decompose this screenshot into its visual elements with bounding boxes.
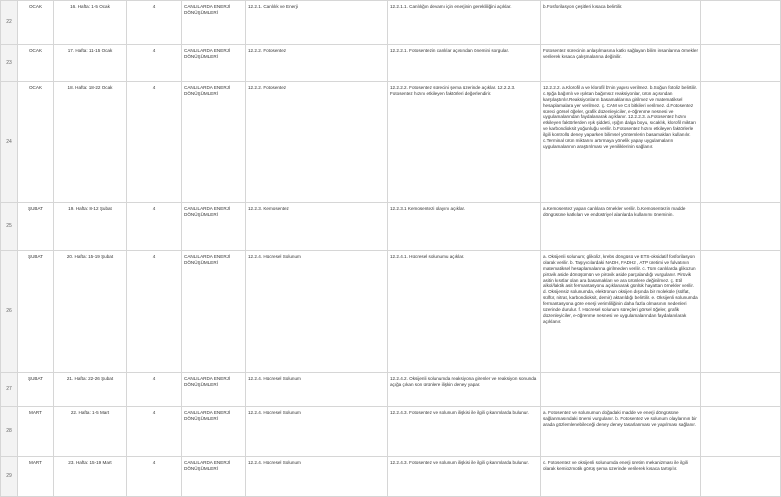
outcome-cell: 12.2.2.1. Fotosentezin canlılar açısından önemini sorgular. xyxy=(388,45,541,82)
month-cell: MART xyxy=(18,407,54,457)
unit-cell: CANLILARDA ENERJİ DÖNÜŞÜMLERİ xyxy=(182,373,246,407)
month-cell: ŞUBAT xyxy=(18,251,54,373)
outcome-cell: 12.2.4.1. Hücresel solunumu açıklar. xyxy=(388,251,541,373)
week-cell: 16. Hafta: 1-5 Ocak xyxy=(54,1,127,45)
topic-cell: 12.2.4. Hücresel Solunum xyxy=(246,373,388,407)
month-cell: MART xyxy=(18,457,54,497)
explanation-cell xyxy=(541,373,701,407)
table-row xyxy=(1,203,781,251)
table-row xyxy=(1,407,781,457)
month-cell: OCAK xyxy=(18,45,54,82)
empty-cell xyxy=(701,373,781,407)
week-cell: 18. Hafta: 18-22 Ocak xyxy=(54,82,127,203)
table-row xyxy=(1,45,781,82)
topic-cell: 12.2.3. Kemosentez xyxy=(246,203,388,251)
row-number: 25 xyxy=(1,203,18,251)
outcome-cell: 12.2.4.3. Fotosentez ve solunum ilişkisi ile ilgili çıkarımlarda bulunur. xyxy=(388,407,541,457)
topic-cell: 12.2.2. Fotosentez xyxy=(246,45,388,82)
empty-cell xyxy=(701,251,781,373)
explanation-cell: Fotosentez sürecinin anlaşılmasına katkı sağlayan bilim insanlarına örnekler verilerek kısaca çalışmalarına değinilir. xyxy=(541,45,701,82)
month-cell: OCAK xyxy=(18,1,54,45)
outcome-cell: 12.2.2.2. Fotosentez sürecini şema üzerinde açıklar. 12.2.2.3. Fotosentez hızını etkileyen faktörleri değerlendirir. xyxy=(388,82,541,203)
explanation-cell: a. Oksijenli solunum; glikoliz, krebs döngüsü ve ETS-oksidatif fosforilasyon olarak verilir. b. Taşıyıcılardaki NADH, FADH2 , ATP üretimi ve fulvatının matematiksel hesaplamalarına girilmeden verilir. c. Tüm canlılarda glikozun pirüvik aside dönüşümün ve pirüvik aside parçalandığı vurgulanır. Pirüvik asitin kısıtlar olan ara basamakları ve ara ürünlere değinilmez. ç. Etil alkol/laktik asit fermantasyonu açıklanarak günlük hayattan örnekler verilir. d. Oksijensiz solunumda, elektronun oksijen dışında bir moleküle (sülfat, sülfür, nitrat, karbondioksit, demir) aktarıldığı belirtilir. e. Oksijenli solunumda fermantasyona göre enerji verimliliğinin daha fazla olmasının nedenleri üzerinde durulur. f. Hücresel solunum süreçleri görsel öğeler, grafik düzenleyiciler, e-öğrenme nesnesi ve uygulamalarından faydalanılarak açıklanır. xyxy=(541,251,701,373)
week-cell: 22. Hafta: 1-5 Mart xyxy=(54,407,127,457)
empty-cell xyxy=(701,45,781,82)
topic-cell: 12.2.4. Hücresel Solunum xyxy=(246,457,388,497)
row-number: 22 xyxy=(1,1,18,45)
unit-cell: CANLILARDA ENERJİ DÖNÜŞÜMLERİ xyxy=(182,203,246,251)
empty-cell xyxy=(701,457,781,497)
table-row xyxy=(1,373,781,407)
unit-cell: CANLILARDA ENERJİ DÖNÜŞÜMLERİ xyxy=(182,82,246,203)
month-cell: OCAK xyxy=(18,82,54,203)
outcome-cell: 12.2.4.3. Fotosentez ve solunum ilişkisi ile ilgili çıkarımlarda bulunur. xyxy=(388,457,541,497)
outcome-cell: 12.2.3.1 Kemosentezi olayını açıklar. xyxy=(388,203,541,251)
topic-cell: 12.2.2. Fotosentez xyxy=(246,82,388,203)
unit-cell: CANLILARDA ENERJİ DÖNÜŞÜMLERİ xyxy=(182,407,246,457)
row-number: 27 xyxy=(1,373,18,407)
empty-cell xyxy=(701,1,781,45)
hours-cell: 4 xyxy=(127,457,182,497)
hours-cell: 4 xyxy=(127,82,182,203)
explanation-cell: 12.2.2.2. a.Klorofil a ve klorofil b'nin yapısı verilmez. b.Soğun fotoliz belirtilir. c.Işığa bağımlı ve ışıktan bağımsız reaksiyonlar, ürün açısından karşılaştırılır.Reaksiyonların basamaklarına girilmez ve matematiksel hesaplamalara yer verilmez. ç. CAM ve C4 bitkileri verilmez. d.Fotosentez süreci görsel öğeler, grafik düzenleyiciler, e-öğrenme nesnesi ve uygulamalarından faydalanarak açıklanır. 12.2.2.3. a.Fotosentez hızını etkileyen faktörlerden ışık şiddeti, ışığın dalga boyu, sıcaklık, klorofil miktarı ve karbondioksit yoğunluğu verilir. b.Fotosentez hızını etkileyen faktörlerle ilgili kontrollü deney yaparken bilimsel yöntemlerin basamakları kullanılır. c.Terminal ürün miktarını artırmaya yönelik yapay uygulamaların uygulamalarının araştırılması ve yeniliklerinin sağlanır. xyxy=(541,82,701,203)
hours-cell: 4 xyxy=(127,251,182,373)
row-number: 29 xyxy=(1,457,18,497)
hours-cell: 4 xyxy=(127,203,182,251)
explanation-cell: a. Fotosentez ve solunumun doğadaki madde ve enerji döngüsüne sağlanmasındaki önemi vurgulanır. b. Fotosentez ve solunum olaylarının bir arada gözlemlenebileceği deney deney tasarlanması ve yapılması sağlanır. xyxy=(541,407,701,457)
topic-cell: 12.2.4. Hücresel Solunum xyxy=(246,407,388,457)
row-number: 23 xyxy=(1,45,18,82)
row-number: 26 xyxy=(1,251,18,373)
row-number: 24 xyxy=(1,82,18,203)
week-cell: 17. Hafta: 11-15 Ocak xyxy=(54,45,127,82)
explanation-cell: a.Kemosentez yapan canlılara örnekler verilir. b.Kemosentezin madde döngüsüne katkıları ve endüstriyel alanlarda kullanımı öneminin. xyxy=(541,203,701,251)
month-cell: ŞUBAT xyxy=(18,373,54,407)
row-number: 28 xyxy=(1,407,18,457)
empty-cell xyxy=(701,82,781,203)
week-cell: 20. Hafta: 15-19 Şubat xyxy=(54,251,127,373)
hours-cell: 4 xyxy=(127,373,182,407)
explanation-cell: c. Fotosentez ve oksijenli solunumda enerji üretim mekanizması ile ilgili olarak kemiozmotik görüş şema üzerinde verilerek kısaca tartışılır. xyxy=(541,457,701,497)
unit-cell: CANLILARDA ENERJİ DÖNÜŞÜMLERİ xyxy=(182,45,246,82)
topic-cell: 12.2.1. Canlılık ve Enerji xyxy=(246,1,388,45)
unit-cell: CANLILARDA ENERJİ DÖNÜŞÜMLERİ xyxy=(182,457,246,497)
week-cell: 23. Hafta: 15-19 Mart xyxy=(54,457,127,497)
table-row xyxy=(1,457,781,497)
unit-cell: CANLILARDA ENERJİ DÖNÜŞÜMLERİ xyxy=(182,1,246,45)
empty-cell xyxy=(701,407,781,457)
outcome-cell: 12.2.1.1. Canlılığın devamı için enerjinin gerekliliğini açıklar. xyxy=(388,1,541,45)
week-cell: 19. Hafta: 8-12 Şubat xyxy=(54,203,127,251)
hours-cell: 4 xyxy=(127,407,182,457)
empty-cell xyxy=(701,203,781,251)
week-cell: 21. Hafta: 22-26 Şubat xyxy=(54,373,127,407)
month-cell: ŞUBAT xyxy=(18,203,54,251)
outcome-cell: 12.2.4.2. Oksijenli solunumda reaksiyona girenler ve reaksiyon sonunda açığa çıkan son ürünlere ilişkin deney yapar. xyxy=(388,373,541,407)
table-row xyxy=(1,1,781,45)
hours-cell: 4 xyxy=(127,1,182,45)
hours-cell: 4 xyxy=(127,45,182,82)
table-row xyxy=(1,251,781,373)
table-row xyxy=(1,82,781,203)
topic-cell: 12.2.4. Hücresel Solunum xyxy=(246,251,388,373)
explanation-cell: b.Fosforilasyon çeşitleri kısaca belirtilir. xyxy=(541,1,701,45)
unit-cell: CANLILARDA ENERJİ DÖNÜŞÜMLERİ xyxy=(182,251,246,373)
